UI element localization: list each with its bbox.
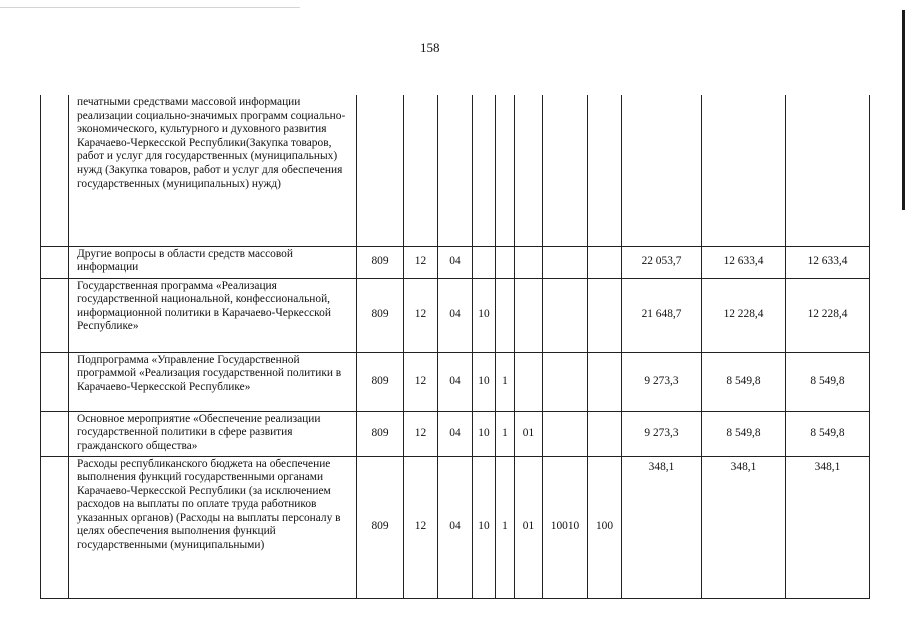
cell-sum-2 [702,95,786,246]
cell-direction [543,352,588,411]
cell-ministry: 809 [357,411,404,456]
cell-direction [543,278,588,352]
cell-sum-1 [622,95,702,246]
table-row [41,456,870,598]
cell-expense-type [588,352,622,411]
cell-expense-type [588,411,622,456]
table-row [41,278,870,352]
cell-ministry: 809 [357,278,404,352]
row-name: Подпрограмма «Управление Государственной программой «Реализация государственной политики в Карачаево-Черкесской Республике» [69,352,357,411]
cell-sum-1: 21 648,7 [622,278,702,352]
cell-ministry: 809 [357,246,404,278]
row-name: Расходы республиканского бюджета на обеспечение выполнения функций государственными органами Карачаево-Черкесской Республики (за исключением расходов на выплаты по оплате труда работников указанных органов) (Расходы на выплаты персоналу в целях обеспечения выполнения функций государственными (муниципальными) [69,456,357,598]
cell-section: 12 [404,278,438,352]
row-name: Другие вопросы в области средств массовой информации [69,246,357,278]
row-name: Основное мероприятие «Обеспечение реализации государственной политики в сфере развития гражданского общества» [69,411,357,456]
cell-program: 10 [473,352,496,411]
cell-event [515,278,543,352]
cell-program: 10 [473,411,496,456]
cell-subsection: 04 [438,278,473,352]
cell-sum-1: 22 053,7 [622,246,702,278]
table-row [41,352,870,411]
cell-program: 10 [473,278,496,352]
row-margin-cell [41,278,69,352]
scan-artifact-line [0,7,300,8]
cell-event: 01 [515,411,543,456]
cell-event [515,352,543,411]
cell-program: 10 [473,456,496,598]
cell-subsection: 04 [438,246,473,278]
cell-sum-2: 8 549,8 [702,352,786,411]
cell-section: 12 [404,456,438,598]
cell-direction: 10010 [543,456,588,598]
row-margin-cell [41,456,69,598]
cell-ministry: 809 [357,352,404,411]
cell-sum-2: 348,1 [702,456,786,598]
cell-program [473,246,496,278]
table-row [41,411,870,456]
cell-sum-2: 12 633,4 [702,246,786,278]
cell-subsection: 04 [438,411,473,456]
cell-subsection: 04 [438,352,473,411]
cell-sum-2: 8 549,8 [702,411,786,456]
cell-ministry [357,95,404,246]
table-row [41,246,870,278]
table-row [41,95,870,246]
cell-subprogram [496,246,515,278]
cell-subprogram [496,278,515,352]
cell-subsection [438,95,473,246]
cell-direction [543,246,588,278]
cell-event: 01 [515,456,543,598]
cell-subprogram: 1 [496,352,515,411]
row-margin-cell [41,95,69,246]
cell-section: 12 [404,246,438,278]
cell-sum-3: 8 549,8 [786,411,870,456]
cell-sum-1: 348,1 [622,456,702,598]
cell-section [404,95,438,246]
row-margin-cell [41,411,69,456]
cell-event [515,246,543,278]
cell-expense-type [588,95,622,246]
cell-expense-type [588,246,622,278]
cell-section: 12 [404,352,438,411]
row-name: печатными средствами массовой информации реализации социально-значимых программ социально-экономического, культурного и духовного развития Карачаево-Черкесской Республики(Закупка товаров, работ и услуг для государственных (муниципальных) нужд (Закупка товаров, работ и услуг для обеспечения государственных (муниципальных) нужд) [69,95,357,246]
budget-table [40,95,870,599]
cell-section: 12 [404,411,438,456]
cell-subprogram: 1 [496,411,515,456]
row-margin-cell [41,352,69,411]
cell-subprogram [496,95,515,246]
page-number: 158 [420,40,440,55]
row-margin-cell [41,246,69,278]
cell-ministry: 809 [357,456,404,598]
cell-subsection: 04 [438,456,473,598]
cell-sum-3: 12 633,4 [786,246,870,278]
cell-expense-type: 100 [588,456,622,598]
cell-event [515,95,543,246]
cell-sum-1: 9 273,3 [622,352,702,411]
cell-sum-3 [786,95,870,246]
cell-expense-type [588,278,622,352]
row-name: Государственная программа «Реализация государственной национальной, конфессиональной, информационной политики в Карачаево-Черкесской Республике» [69,278,357,352]
cell-sum-2: 12 228,4 [702,278,786,352]
cell-sum-3: 348,1 [786,456,870,598]
cell-program [473,95,496,246]
cell-sum-3: 12 228,4 [786,278,870,352]
cell-sum-1: 9 273,3 [622,411,702,456]
cell-direction [543,95,588,246]
cell-direction [543,411,588,456]
cell-subprogram: 1 [496,456,515,598]
cell-sum-3: 8 549,8 [786,352,870,411]
